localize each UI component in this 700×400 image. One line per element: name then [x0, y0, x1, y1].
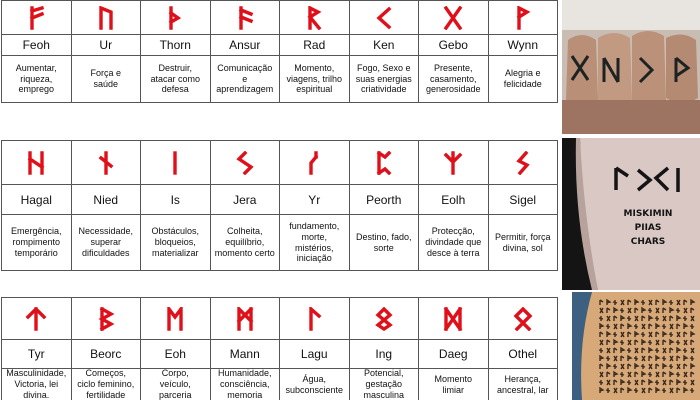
rune-glyph-cell [2, 298, 72, 340]
rune-meaning: Permitir, força divina, sol [489, 215, 559, 271]
daeg-rune-icon [442, 307, 464, 331]
rune-name: Eoh [141, 340, 211, 369]
rune-meaning: Potencial, gestação masculina [350, 369, 420, 400]
rune-name: Ken [350, 35, 420, 56]
eolh-rune-icon [442, 151, 464, 175]
rune-glyph-cell [280, 1, 350, 35]
ansur-rune-icon [234, 6, 256, 30]
rune-meaning: Força e saúde [72, 56, 142, 103]
rune-name: Lagu [280, 340, 350, 369]
rune-table [1, 140, 558, 271]
rune-meaning: Alegria e felicidade [489, 56, 559, 103]
rune-glyph-cell [419, 298, 489, 340]
rune-name: Nied [72, 185, 142, 215]
wrist-tattoo-line-2: PIIAS [634, 223, 662, 233]
gebo-rune-icon [442, 6, 464, 30]
knuckle-rune-tattoo-photo-icon [562, 0, 700, 134]
othel-rune-icon [512, 307, 534, 331]
rune-meaning: Fogo, Sexo e suas energias criatividade [350, 56, 420, 103]
wynn-rune-icon [512, 6, 534, 30]
rad-rune-icon [303, 6, 325, 30]
beorc-rune-icon [95, 307, 117, 331]
nied-rune-icon [95, 151, 117, 175]
rune-name: Yr [280, 185, 350, 215]
rune-name: Wynn [489, 35, 559, 56]
rune-table [1, 297, 558, 400]
rune-glyph-cell [211, 1, 281, 35]
rune-name: Beorc [72, 340, 142, 369]
rune-name: Tyr [2, 340, 72, 369]
rune-meaning: Água, subconsciente [280, 369, 350, 400]
rune-glyph-cell [350, 1, 420, 35]
sigel-rune-icon [512, 151, 534, 175]
rune-meaning: Presente, casamento, generosidade [419, 56, 489, 103]
rune-glyph-cell [2, 141, 72, 185]
rune-name: Peorth [350, 185, 420, 215]
rune-name: Thorn [141, 35, 211, 56]
wrist-tattoo-line-3: CHARS [630, 237, 666, 247]
rune-meaning: Colheita, equilíbrio, momento certo [211, 215, 281, 271]
ken-rune-icon [373, 6, 395, 30]
rune-glyph-cell [211, 298, 281, 340]
rune-glyph-cell [489, 1, 559, 35]
rune-glyph-cell [72, 298, 142, 340]
rune-glyph-cell [350, 141, 420, 185]
rune-glyph-cell [280, 141, 350, 185]
rune-meaning: Obstáculos, bloqueios, materializar [141, 215, 211, 271]
rune-glyph-cell [141, 1, 211, 35]
rune-meaning: Aumentar, riqueza, emprego [2, 56, 72, 103]
thorn-rune-icon [164, 6, 186, 30]
ing-rune-icon [373, 307, 395, 331]
rune-glyph-cell [141, 298, 211, 340]
rune-name: Ansur [211, 35, 281, 56]
rune-name: Othel [489, 340, 559, 369]
rune-name: Ing [350, 340, 420, 369]
rune-glyph-cell [489, 141, 559, 185]
rune-meaning: Necessidade, superar dificuldades [72, 215, 142, 271]
jera-rune-icon [234, 151, 256, 175]
peorth-rune-icon [373, 151, 395, 175]
rune-meaning: fundamento, morte, mistérios, iniciação [280, 215, 350, 271]
rune-name: Mann [211, 340, 281, 369]
rune-name: Feoh [2, 35, 72, 56]
rune-meaning: Destino, fado, sorte [350, 215, 420, 271]
rune-meaning: Começos, ciclo feminino, fertilidade [72, 369, 142, 400]
rune-glyph-cell [211, 141, 281, 185]
hagal-rune-icon [25, 151, 47, 175]
rune-name: Sigel [489, 185, 559, 215]
rune-glyph-cell [2, 1, 72, 35]
rune-name: Jera [211, 185, 281, 215]
rune-name: Hagal [2, 185, 72, 215]
arm-tattoo-photo [572, 292, 700, 400]
rune-glyph-cell [72, 141, 142, 185]
wrist-rune-tattoo-photo-icon [562, 138, 700, 290]
rune-glyph-cell [280, 298, 350, 340]
wrist-tattoo-photo [562, 138, 700, 290]
rune-meaning: Humanidade, consciência, memoria [211, 369, 281, 400]
rune-meaning: Protecção, divindade que desce à terra [419, 215, 489, 271]
rune-glyph-cell [141, 141, 211, 185]
rune-name: Daeg [419, 340, 489, 369]
lagu-rune-icon [303, 307, 325, 331]
rune-table [1, 0, 558, 103]
wrist-tattoo-line-1: MISKIMIN [623, 209, 673, 219]
rune-meaning: Destruir, atacar como defesa [141, 56, 211, 103]
rune-name: Gebo [419, 35, 489, 56]
rune-meaning: Comunicação e aprendizagem [211, 56, 281, 103]
rune-meaning: Corpo, veículo, parceria [141, 369, 211, 400]
ur-rune-icon [95, 6, 117, 30]
rune-name: Ur [72, 35, 142, 56]
yr-rune-icon [303, 151, 325, 175]
rune-name: Is [141, 185, 211, 215]
arm-rune-tattoo-photo-icon [572, 292, 700, 400]
rune-meaning: Emergência, rompimento temporário [2, 215, 72, 271]
rune-name: Rad [280, 35, 350, 56]
rune-meaning: Momento limiar [419, 369, 489, 400]
rune-meaning: Momento, viagens, trilho espiritual [280, 56, 350, 103]
eoh-rune-icon [164, 307, 186, 331]
rune-meaning: Masculinidade, Victoria, lei divina. [2, 369, 72, 400]
rune-glyph-cell [72, 1, 142, 35]
rune-meaning: Herança, ancestral, lar [489, 369, 559, 400]
rune-glyph-cell [350, 298, 420, 340]
mann-rune-icon [234, 307, 256, 331]
rune-glyph-cell [489, 298, 559, 340]
knuckle-tattoo-photo [562, 0, 700, 134]
feoh-rune-icon [25, 6, 47, 30]
rune-glyph-cell [419, 141, 489, 185]
is-rune-icon [164, 151, 186, 175]
rune-name: Eolh [419, 185, 489, 215]
tyr-rune-icon [25, 307, 47, 331]
rune-glyph-cell [419, 1, 489, 35]
